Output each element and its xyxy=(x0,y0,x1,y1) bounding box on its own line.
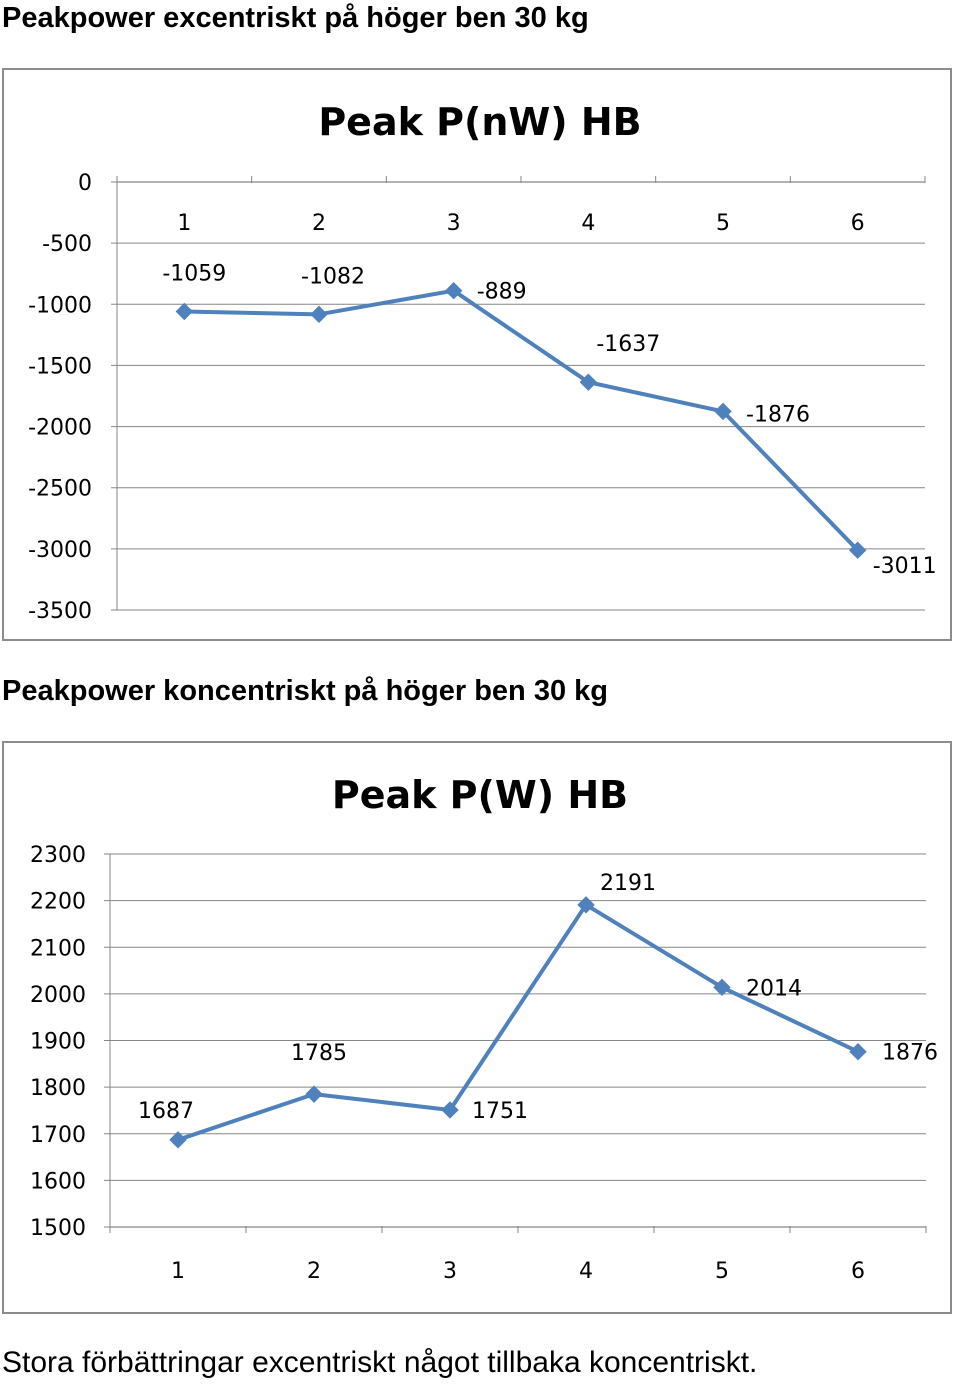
y-tick-label: 2200 xyxy=(30,889,86,915)
x-tick-label: 2 xyxy=(312,211,326,236)
data-label: 2014 xyxy=(746,976,802,1002)
y-tick-label: 2000 xyxy=(30,982,86,1008)
data-label: -1876 xyxy=(746,402,810,428)
x-tick-label: 5 xyxy=(715,1259,729,1284)
x-tick-label: 5 xyxy=(716,211,730,236)
y-tick-label: -2000 xyxy=(28,415,92,441)
data-point-marker xyxy=(311,306,327,322)
chart-eccentric-svg xyxy=(4,70,950,639)
chart-heading-concentric: Peakpower koncentriskt på höger ben 30 kg xyxy=(2,675,608,707)
data-label: -3011 xyxy=(872,554,937,580)
x-tick-label: 4 xyxy=(581,211,596,236)
x-tick-label: 2 xyxy=(307,1259,321,1284)
y-tick-label: -3500 xyxy=(28,599,92,624)
data-label: 1785 xyxy=(291,1041,347,1067)
data-label: -1637 xyxy=(596,332,661,358)
y-tick-label: 2300 xyxy=(30,843,86,868)
y-tick-label: -500 xyxy=(42,232,92,258)
data-point-marker xyxy=(850,1044,866,1060)
data-label: -1082 xyxy=(301,264,365,290)
data-label: 1751 xyxy=(472,1098,528,1124)
y-tick-label: 1900 xyxy=(30,1029,86,1055)
chart-concentric-svg xyxy=(4,743,950,1312)
y-tick-label: -1000 xyxy=(28,293,92,319)
x-tick-label: 6 xyxy=(851,1259,865,1284)
y-tick-label: -1500 xyxy=(28,354,92,380)
x-tick-label: 1 xyxy=(177,211,192,236)
caption-text: Stora förbättringar excentriskt något tillbaka koncentriskt. xyxy=(2,1346,758,1379)
y-tick-label: -3000 xyxy=(28,537,92,563)
chart-concentric xyxy=(2,741,952,1314)
y-tick-label: 1700 xyxy=(30,1122,86,1148)
y-tick-label: 0 xyxy=(78,171,92,196)
x-tick-label: 6 xyxy=(850,211,865,236)
data-point-marker xyxy=(306,1086,322,1102)
data-point-marker xyxy=(176,304,192,320)
chart-title: Peak P(nW) HB xyxy=(318,100,642,144)
data-label: -889 xyxy=(476,279,527,305)
x-tick-label: 1 xyxy=(171,1259,185,1284)
x-tick-label: 3 xyxy=(446,211,461,236)
chart-title: Peak P(W) HB xyxy=(331,773,629,817)
y-tick-label: 2100 xyxy=(30,936,86,962)
data-label: -1059 xyxy=(162,261,227,287)
y-tick-label: -2500 xyxy=(28,476,92,502)
y-tick-label: 1800 xyxy=(30,1076,86,1102)
y-tick-label: 1500 xyxy=(30,1216,86,1241)
data-label: 1687 xyxy=(138,1098,194,1124)
data-label: 1876 xyxy=(882,1040,938,1066)
chart-heading-eccentric: Peakpower excentriskt på höger ben 30 kg xyxy=(2,2,589,34)
y-tick-label: 1600 xyxy=(30,1169,86,1195)
x-tick-label: 4 xyxy=(579,1259,593,1284)
data-label: 2191 xyxy=(600,870,656,896)
x-tick-label: 3 xyxy=(443,1259,457,1284)
chart-eccentric xyxy=(2,68,952,641)
